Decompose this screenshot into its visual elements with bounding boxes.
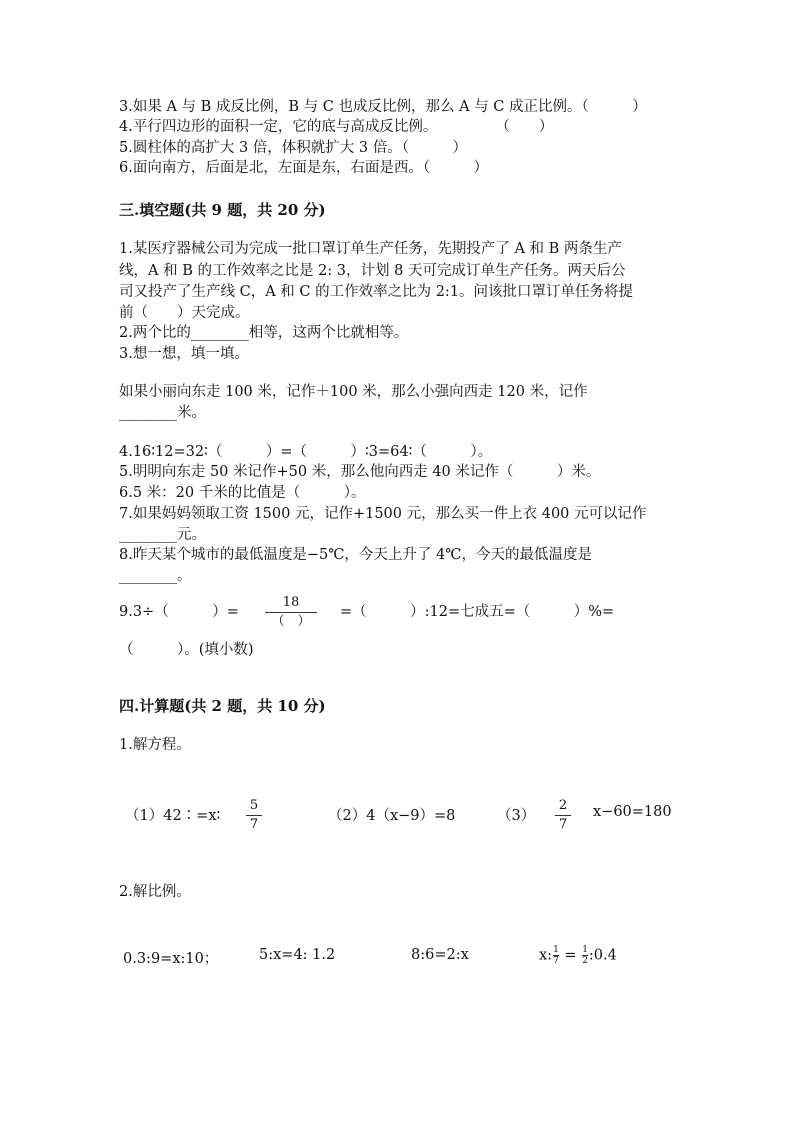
proportion-4: [539, 945, 617, 966]
fill-q4: 4.16∶12=32∶（ ）=（ ）∶3=64∶（ ）。: [119, 444, 493, 460]
proportion-4-part-b: :0.4: [588, 947, 617, 964]
equation-1-denominator: 7: [249, 817, 259, 832]
fill-q9-fraction: [265, 595, 317, 630]
proportion-4-equals: =: [559, 947, 582, 964]
fill-q9-part-b: =（ ）:12=七成五=（ ）%=: [340, 604, 615, 620]
fill-q9-part-a: 9.3÷（ ）=: [119, 604, 239, 620]
equation-3-prefix: （3）: [497, 808, 536, 824]
proportion-4-fraction-1: [553, 945, 559, 966]
equation-1-prefix: （1）42∶=x∶: [125, 808, 221, 824]
fill-q1-line1: 1.某医疗器械公司为完成一批口罩订单生产任务，先期投产了 A 和 B 两条生产: [119, 241, 622, 257]
proportion-4-fraction-2-numerator: 1: [582, 945, 588, 955]
proportion-4-fraction-1-denominator: 7: [553, 956, 559, 966]
calc-q1: 1.解方程。: [119, 737, 191, 753]
fill-q9-fraction-numerator: 18: [282, 595, 300, 610]
proportion-3: 8:6=2:x: [411, 947, 469, 963]
fill-q1-line2: 线，A 和 B 的工作效率之比是 2: 3，计划 8 天可完成订单生产任务。两天后公: [119, 263, 626, 279]
judge-q5: 5.圆柱体的高扩大 3 倍，体积就扩大 3 倍。（ ）: [119, 140, 467, 156]
equation-3-numerator: 2: [558, 798, 568, 813]
proportion-4-fraction-2-denominator: 2: [582, 956, 588, 966]
equation-1-numerator: 5: [249, 798, 259, 813]
fill-q3-body-line2: ________米。: [119, 405, 206, 421]
fill-q1-line4: 前（ ）天完成。: [119, 305, 250, 321]
fill-q1-line3: 司又投产了生产线 C，A 和 C 的工作效率之比为 2:1。问该批口罩订单任务将提: [119, 284, 634, 300]
fill-q3: 3.想一想，填一填。: [119, 346, 249, 362]
proportion-4-fraction-2: [582, 945, 588, 966]
fraction-bar: [246, 815, 262, 816]
fraction-bar: [555, 815, 571, 816]
section-title-calc: 四.计算题(共 2 题，共 10 分): [119, 697, 326, 715]
proportion-1: 0.3:9=x:10；: [123, 951, 219, 967]
fill-q7-line2: ________元。: [119, 527, 206, 543]
fill-q9-fraction-denominator: （ ）: [271, 614, 311, 629]
equation-3-suffix: x−60=180: [593, 804, 672, 820]
judge-q4: 4.平行四边形的面积一定，它的底与高成反比例。 （ ）: [119, 119, 554, 135]
calc-q2: 2.解比例。: [119, 884, 191, 900]
fraction-bar: [265, 612, 317, 613]
fill-q2: 2.两个比的________相等，这两个比就相等。: [119, 325, 409, 341]
proportion-2: 5:x=4: 1.2: [259, 947, 336, 963]
judge-q3: 3.如果 A 与 B 成反比例，B 与 C 也成反比例，那么 A 与 C 成正比例。（ ）: [119, 99, 647, 115]
proportion-4-part-a: x:: [539, 947, 553, 964]
equation-2: （2）4（x−9）=8: [328, 808, 456, 824]
fill-q7-line1: 7.如果妈妈领取工资 1500 元，记作+1500 元，那么买一件上衣 400 元可以记作: [119, 506, 647, 522]
fill-q3-body-line1: 如果小丽向东走 100 米，记作＋100 米，那么小强向西走 120 米，记作: [119, 384, 588, 400]
fill-q6: 6.5 米：20 千米的比值是（ ）。: [119, 485, 366, 501]
equation-3-denominator: 7: [558, 817, 568, 832]
equation-1-fraction: [246, 798, 262, 833]
fill-q9-line2: （ ）。(填小数): [119, 642, 254, 658]
equation-3-fraction: [555, 798, 571, 833]
proportion-4-fraction-1-numerator: 1: [553, 945, 559, 955]
fill-q5: 5.明明向东走 50 米记作+50 米，那么他向西走 40 米记作（ ）米。: [119, 464, 601, 480]
fill-q8-line1: 8.昨天某个城市的最低温度是−5℃，今天上升了 4℃，今天的最低温度是: [119, 547, 592, 563]
section-title-fill: 三.填空题(共 9 题，共 20 分): [119, 201, 326, 219]
fill-q8-line2: ________。: [119, 568, 192, 584]
judge-q6: 6.面向南方，后面是北，左面是东，右面是西。（ ）: [119, 160, 489, 176]
